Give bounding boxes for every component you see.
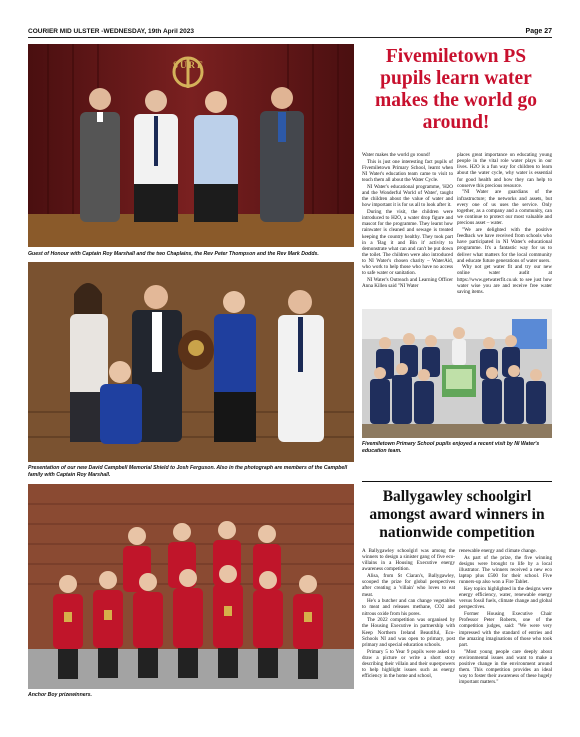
caption-ni-water-visit: Fivemiletown Primary School pupils enjoyed a recent visit by NI Water's education team. bbox=[362, 441, 540, 454]
article1-paragraph: This is just one interesting fact pupils of Fivemiletown Primary School, learnt when NI Water's education team came to visit to teach them all about the Water Cycle. bbox=[362, 158, 453, 184]
article2-paragraph: Primary 5 to Year 9 pupils were asked to draw a picture or write a short story describing their villain and their superpowers to help highlight issues such as energy efficiency in the home and school, bbox=[362, 648, 455, 680]
article2-paragraph: Key topics highlighted in the designs were energy efficiency, water, renewable energy versus fossil fuels, climate change and global perspectives. bbox=[459, 585, 552, 611]
article2-paragraph: Former Housing Executive Chair Professor Peter Roberts, one of the competition judges, said: "We were very impressed with the standard of entries and the amazing imaginations of those who took part. bbox=[459, 611, 552, 648]
caption-anchor-boys: Anchor Boy prizewinners. bbox=[28, 692, 92, 698]
photo-ni-water-visit-image bbox=[362, 309, 552, 438]
article1-column-2 bbox=[457, 152, 552, 305]
article1-paragraph: "NI Water are guardians of the infrastructure; the networks and assets, but every one of us uses the service. Only together, as a company and a community, can we continue to protect our most valuable and precious asset – water. bbox=[457, 189, 552, 227]
caption-shield-presentation: Presentation of our new David Campbell Memorial Shield to Josh Ferguson. Also in the photograph are members of the Campbell family with Captain Roy Marshall. bbox=[28, 465, 348, 478]
article-divider bbox=[362, 481, 552, 482]
photo-guests-of-honour-image bbox=[28, 44, 354, 247]
photo-anchor-boys bbox=[28, 484, 354, 689]
publication-date-line: COURIER MID ULSTER -WEDNESDAY, 19th April 2023 bbox=[28, 28, 195, 35]
photo-ni-water-visit bbox=[362, 309, 552, 438]
photo-shield-presentation bbox=[28, 262, 354, 462]
article2-paragraph: As part of the prize, the five winning designs were brought to life by a local illustrator. The winners received a new eco laptop plus £500 for their school. Five runners-up also won a Fire Tablet. bbox=[459, 554, 552, 586]
article1-paragraph: During the visit, the children were introduced to H2O, a water drop figure and mascot for the programme. They learnt how rainwater is cleaned and sewage is treated keeping the country healthy. They took part in a 'Bag it and Bin it' activity to demonstrate what can and can't be put down the toilet. The children were also introduced to NI Water's chosen charity – WaterAid, who work to help those who have no access to safe water or sanitation. bbox=[362, 208, 453, 277]
photo-anchor-boys-image bbox=[28, 484, 354, 689]
article1-paragraph: "We are delighted with the positive feedback we have received from schools who have participated in NI Water's educational programme. It's a fantastic way for us to deliver what matters for the local community and educate future generations of water users. bbox=[457, 226, 552, 264]
page-number: Page 27 bbox=[525, 28, 552, 35]
article2-paragraph: "Most young people care deeply about environmental issues and want to make a positive change in the environment around them. This competition provides an ideal way to foster their awareness of these hugely important matters." bbox=[459, 648, 552, 686]
photo-shield-presentation-image bbox=[28, 262, 354, 462]
caption-guests-of-honour: Guest of Honour with Captain Roy Marshall and the two Chaplains, the Rev Peter Thompson and the Rev Mark Dodds. bbox=[28, 251, 319, 257]
article1-paragraph: Water makes the world go round! bbox=[362, 152, 431, 158]
photo-guests-of-honour bbox=[28, 44, 354, 247]
article1-paragraph: places great importance on educating young people in the vital role water plays in our lives. H2O is a fun way for children to learn about the water cycle, why water is essential for good health and how they can help to conserve this precious resource. bbox=[457, 152, 552, 189]
article1-paragraph: NI Water's educational programme, 'H2O and the Wonderful World of Water', taught the children about the value of water and how important it is for us all to look after it. bbox=[362, 183, 453, 209]
article2-column-1 bbox=[362, 548, 455, 698]
article1-headline: Fivemiletown PS pupils learn water makes the world go around! bbox=[375, 46, 537, 133]
article2-paragraph: renewable energy and climate change. bbox=[459, 548, 537, 554]
article2-paragraph: The 2022 competition was organised by the Housing Executive in partnership with Keep Northern Ireland Beautiful, Eco-Schools NI and was open to primary, post primary and special education schools. bbox=[362, 617, 455, 648]
article2-paragraph: A Ballygawley schoolgirl was among the winners to design a sinister gang of five eco-villains in a Housing Executive energy awareness competition. bbox=[362, 548, 455, 573]
article2-paragraph: He's a butcher and can change vegetables to meat and releases methane, CO2 and nitrous oxide from his pores. bbox=[362, 598, 455, 617]
article2-paragraph: Alisa, from St Ciaran's, Ballygawley, scooped the prize for global perspectives after creating a 'villain' who loves to eat meat. bbox=[362, 573, 455, 598]
article1-paragraph: NI Water's Outreach and Learning Officer Anna Killen said "NI Water bbox=[362, 277, 453, 290]
article1-column-1 bbox=[362, 152, 453, 305]
article1-paragraph: Why not get water fit and try our new online water audit at https://www.getwaterfit.co.uk to see just how water wise you are and receive free water saving items. bbox=[457, 264, 552, 295]
article2-column-2 bbox=[459, 548, 552, 698]
article2-headline: Ballygawley schoolgirl amongst award winners in nationwide competition bbox=[369, 488, 545, 541]
stage-sign: SURE bbox=[173, 60, 206, 70]
header-rule bbox=[28, 37, 552, 38]
